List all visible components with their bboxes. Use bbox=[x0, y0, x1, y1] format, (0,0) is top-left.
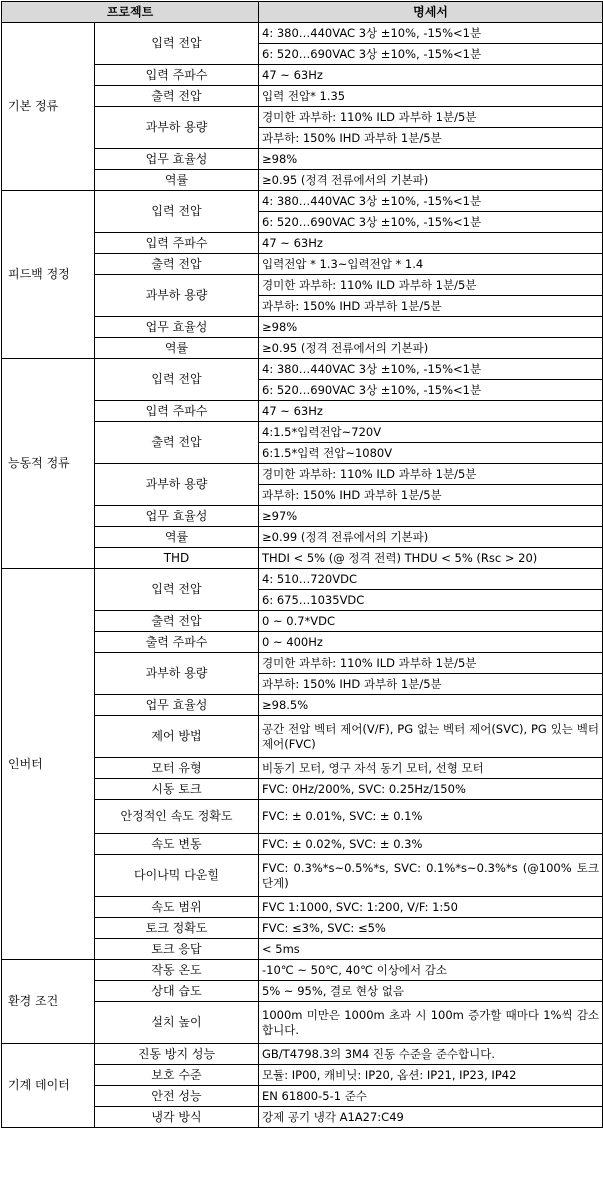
row-label: 과부하 용량 bbox=[95, 653, 259, 695]
row-value: 6:1.5*입력 전압~1080V bbox=[259, 443, 603, 464]
row-value: ≥97% bbox=[259, 506, 603, 527]
row-label: 토크 정확도 bbox=[95, 918, 259, 939]
row-value: 5% ~ 95%, 결로 현상 없음 bbox=[259, 981, 603, 1002]
row-value: 6: 520…690VAC 3상 ±10%, -15%<1분 bbox=[259, 212, 603, 233]
row-label: 모터 유형 bbox=[95, 758, 259, 779]
row-label: 출력 전압 bbox=[95, 254, 259, 275]
row-value: ≥0.95 (정격 전류에서의 기본파) bbox=[259, 338, 603, 359]
row-label: 출력 전압 bbox=[95, 422, 259, 464]
row-label: 과부하 용량 bbox=[95, 275, 259, 317]
table-row bbox=[2, 359, 603, 380]
row-label: 토크 응답 bbox=[95, 939, 259, 960]
row-label: 입력 주파수 bbox=[95, 233, 259, 254]
row-value: 경미한 과부하: 110% ILD 과부하 1분/5분 bbox=[259, 653, 603, 674]
row-label: 다이나믹 다운힐 bbox=[95, 855, 259, 897]
row-label: 업무 효율성 bbox=[95, 317, 259, 338]
row-label: 입력 전압 bbox=[95, 359, 259, 401]
row-label: 출력 전압 bbox=[95, 86, 259, 107]
row-value: ≥0.99 (정격 전류에서의 기본파) bbox=[259, 527, 603, 548]
section-name: 인버터 bbox=[2, 569, 95, 960]
row-value: 4: 380…440VAC 3상 ±10%, -15%<1분 bbox=[259, 23, 603, 44]
row-label: 역률 bbox=[95, 527, 259, 548]
row-value: FVC: ≤3%, SVC: ≤5% bbox=[259, 918, 603, 939]
row-label: 입력 전압 bbox=[95, 23, 259, 65]
row-value: 4: 510…720VDC bbox=[259, 569, 603, 590]
row-value: 4:1.5*입력전압~720V bbox=[259, 422, 603, 443]
row-label: 입력 전압 bbox=[95, 191, 259, 233]
row-value: 입력전압 * 1.3~입력전압 * 1.4 bbox=[259, 254, 603, 275]
row-value: FVC: ± 0.02%, SVC: ± 0.3% bbox=[259, 834, 603, 855]
row-value: EN 61800-5-1 준수 bbox=[259, 1086, 603, 1107]
row-value: 과부하: 150% IHD 과부하 1분/5분 bbox=[259, 296, 603, 317]
row-value: ≥98% bbox=[259, 149, 603, 170]
table-row bbox=[2, 1044, 603, 1065]
spec-table-body bbox=[2, 23, 603, 1128]
row-label: 속도 범위 bbox=[95, 897, 259, 918]
row-value: 47 ~ 63Hz bbox=[259, 65, 603, 86]
row-value: 비동기 모터, 영구 자석 동기 모터, 선형 모터 bbox=[259, 758, 603, 779]
section-name: 능동적 정류 bbox=[2, 359, 95, 569]
row-value: 경미한 과부하: 110% ILD 과부하 1분/5분 bbox=[259, 275, 603, 296]
row-label: 보호 수준 bbox=[95, 1065, 259, 1086]
row-value: GB/T4798.3의 3M4 진동 수준을 준수합니다. bbox=[259, 1044, 603, 1065]
table-row bbox=[2, 960, 603, 981]
row-label: 설치 높이 bbox=[95, 1002, 259, 1044]
header-project: 프로젝트 bbox=[2, 2, 259, 23]
row-label: 냉각 방식 bbox=[95, 1107, 259, 1128]
table-row bbox=[2, 191, 603, 212]
row-label: 업무 효율성 bbox=[95, 149, 259, 170]
section-name: 환경 조건 bbox=[2, 960, 95, 1044]
row-value: 47 ~ 63Hz bbox=[259, 401, 603, 422]
row-label: 입력 주파수 bbox=[95, 401, 259, 422]
row-value: FVC: 0.3%*s~0.5%*s, SVC: 0.1%*s~0.3%*s (@100% 토크 단계) bbox=[259, 855, 603, 897]
row-label: 역률 bbox=[95, 170, 259, 191]
row-value: ≥98% bbox=[259, 317, 603, 338]
row-value: 과부하: 150% IHD 과부하 1분/5분 bbox=[259, 485, 603, 506]
row-value: 0 ~ 0.7*VDC bbox=[259, 611, 603, 632]
row-value: 0 ~ 400Hz bbox=[259, 632, 603, 653]
row-label: 제어 방법 bbox=[95, 716, 259, 758]
row-label: 역률 bbox=[95, 338, 259, 359]
row-value: 4: 380…440VAC 3상 ±10%, -15%<1분 bbox=[259, 359, 603, 380]
row-label: 입력 주파수 bbox=[95, 65, 259, 86]
table-row bbox=[2, 23, 603, 44]
row-value: FVC 1:1000, SVC: 1:200, V/F: 1:50 bbox=[259, 897, 603, 918]
row-label: THD bbox=[95, 548, 259, 569]
row-value: 과부하: 150% IHD 과부하 1분/5분 bbox=[259, 674, 603, 695]
row-label: 진동 방지 성능 bbox=[95, 1044, 259, 1065]
row-value: ≥0.95 (정격 전류에서의 기본파) bbox=[259, 170, 603, 191]
row-value: 모듈: IP00, 캐비닛: IP20, 옵션: IP21, IP23, IP42 bbox=[259, 1065, 603, 1086]
row-value: 과부하: 150% IHD 과부하 1분/5분 bbox=[259, 128, 603, 149]
row-label: 안정적인 속도 정확도 bbox=[95, 800, 259, 834]
spec-table bbox=[1, 1, 603, 1128]
row-value: 6: 675…1035VDC bbox=[259, 590, 603, 611]
row-label: 과부하 용량 bbox=[95, 107, 259, 149]
section-name: 기계 데이터 bbox=[2, 1044, 95, 1128]
row-value: FVC: ± 0.01%, SVC: ± 0.1% bbox=[259, 800, 603, 834]
row-label: 작동 온도 bbox=[95, 960, 259, 981]
row-value: 47 ~ 63Hz bbox=[259, 233, 603, 254]
header-spec: 명세서 bbox=[259, 2, 603, 23]
row-value: 6: 520…690VAC 3상 ±10%, -15%<1분 bbox=[259, 44, 603, 65]
table-row bbox=[2, 569, 603, 590]
row-value: THDI < 5% (@ 정격 전력) THDU < 5% (Rsc > 20) bbox=[259, 548, 603, 569]
row-label: 출력 주파수 bbox=[95, 632, 259, 653]
row-value: 4: 380…440VAC 3상 ±10%, -15%<1분 bbox=[259, 191, 603, 212]
row-label: 안전 성능 bbox=[95, 1086, 259, 1107]
row-value: 1000m 미만은 1000m 초과 시 100m 증가할 때마다 1%씩 감소합니다. bbox=[259, 1002, 603, 1044]
row-value: 공간 전압 벡터 제어(V/F), PG 없는 벡터 제어(SVC), PG 있는 벡터 제어(FVC) bbox=[259, 716, 603, 758]
row-value: 경미한 과부하: 110% ILD 과부하 1분/5분 bbox=[259, 107, 603, 128]
row-label: 속도 변동 bbox=[95, 834, 259, 855]
row-value: ≥98.5% bbox=[259, 695, 603, 716]
row-value: < 5ms bbox=[259, 939, 603, 960]
row-value: 6: 520…690VAC 3상 ±10%, -15%<1분 bbox=[259, 380, 603, 401]
row-label: 입력 전압 bbox=[95, 569, 259, 611]
section-name: 피드백 정정 bbox=[2, 191, 95, 359]
row-value: FVC: 0Hz/200%, SVC: 0.25Hz/150% bbox=[259, 779, 603, 800]
row-label: 출력 전압 bbox=[95, 611, 259, 632]
header-row bbox=[2, 2, 603, 23]
row-label: 업무 효율성 bbox=[95, 695, 259, 716]
row-label: 상대 습도 bbox=[95, 981, 259, 1002]
row-value: 강제 공기 냉각 A1A27:C49 bbox=[259, 1107, 603, 1128]
row-label: 업무 효율성 bbox=[95, 506, 259, 527]
section-name: 기본 정류 bbox=[2, 23, 95, 191]
row-value: 경미한 과부하: 110% ILD 과부하 1분/5분 bbox=[259, 464, 603, 485]
row-value: 입력 전압* 1.35 bbox=[259, 86, 603, 107]
row-value: -10℃ ~ 50℃, 40℃ 이상에서 감소 bbox=[259, 960, 603, 981]
row-label: 시동 토크 bbox=[95, 779, 259, 800]
row-label: 과부하 용량 bbox=[95, 464, 259, 506]
